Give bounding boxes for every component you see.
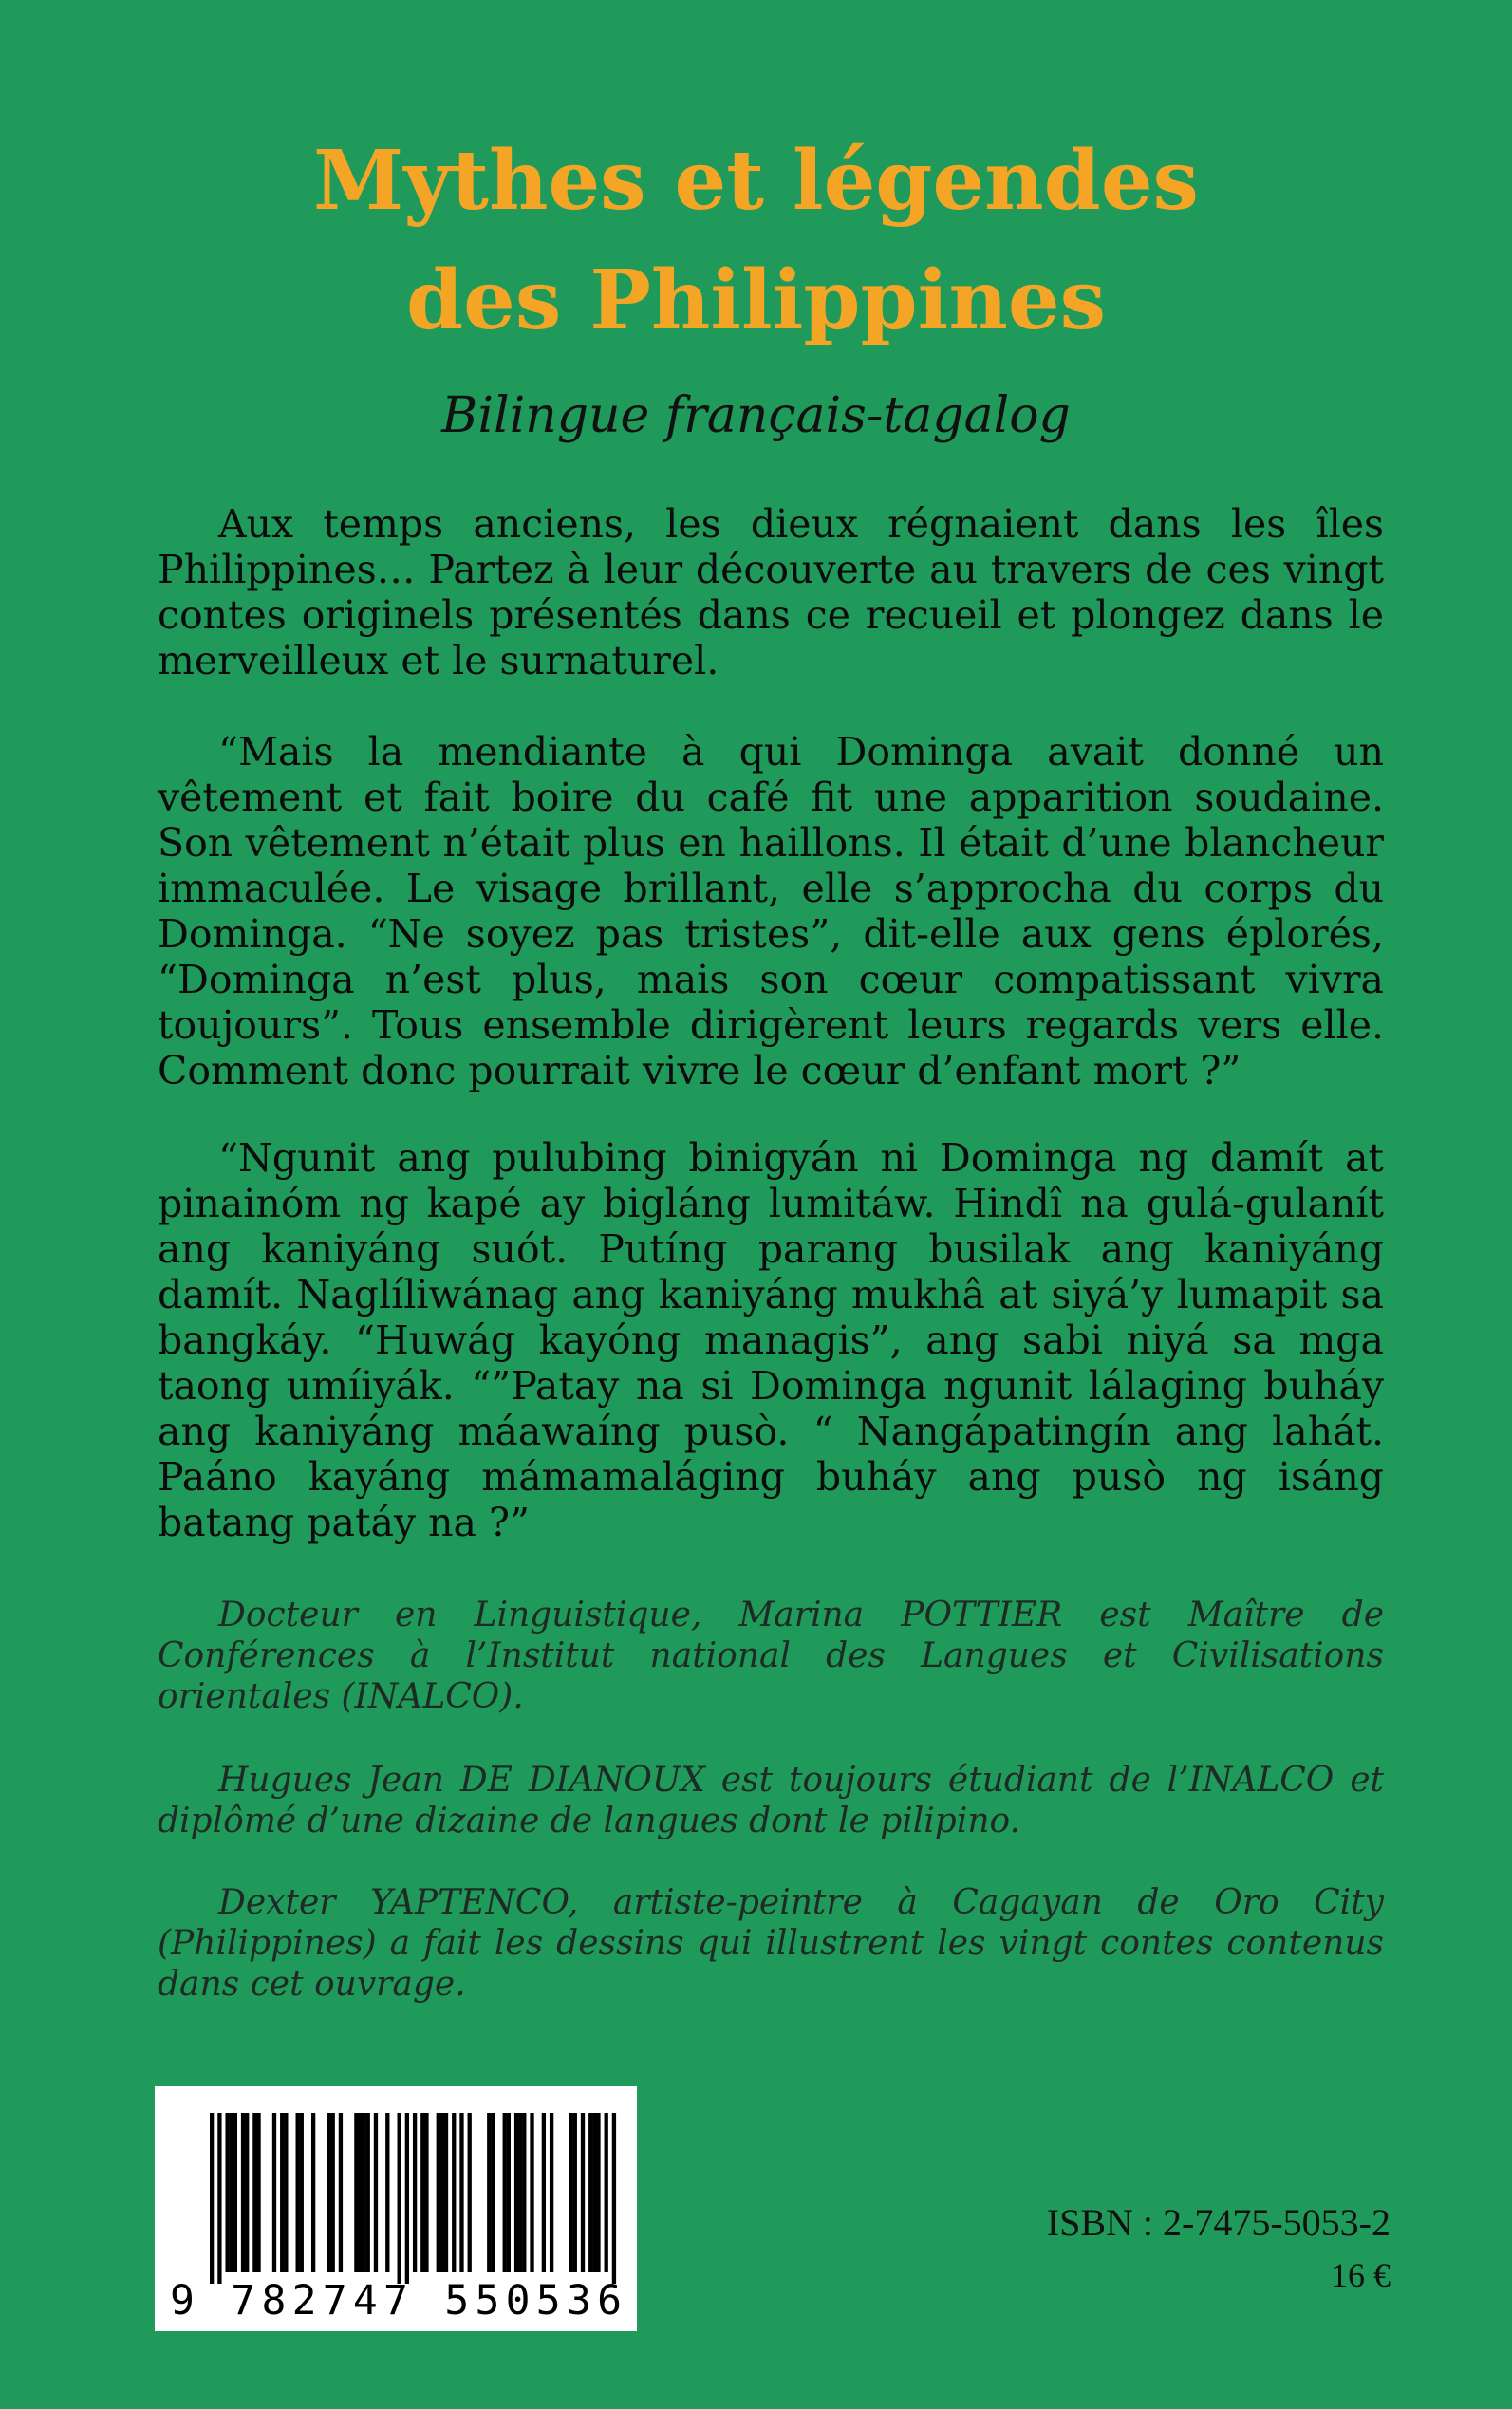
barcode-bar bbox=[339, 2113, 343, 2272]
barcode-bar bbox=[440, 2113, 444, 2272]
barcode-bar bbox=[518, 2113, 522, 2272]
barcode-bar bbox=[612, 2113, 616, 2284]
barcode-bar bbox=[217, 2113, 221, 2284]
barcode-bar bbox=[252, 2113, 256, 2272]
barcode-bar bbox=[272, 2113, 276, 2272]
barcode-bar bbox=[581, 2113, 585, 2272]
book-subtitle: Bilingue français-tagalog bbox=[441, 387, 1071, 444]
barcode-bar bbox=[296, 2113, 300, 2272]
barcode-bar bbox=[366, 2113, 370, 2272]
author-bio-hugues-de-dianoux: Hugues Jean DE DIANOUX est toujours étudiant de l’INALCO et diplômé d’une dizaine de langues dont le pilipino. bbox=[158, 1761, 1384, 1840]
barcode-bar bbox=[327, 2113, 330, 2272]
barcode-graphic bbox=[155, 2086, 637, 2331]
book-title-line-2: des Philippines bbox=[405, 252, 1106, 348]
barcode-bar bbox=[503, 2113, 507, 2272]
barcode-bar bbox=[444, 2113, 448, 2272]
isbn-number: ISBN : 2-7475-5053-2 bbox=[1046, 2201, 1391, 2244]
illustrator-bio-dexter-yaptenco: Dexter YAPTENCO, artiste-peintre à Cagayan de Oro City (Philippines) a fait les dessins qui illustrent les vingt contes contenus dans cet ouvrage. bbox=[158, 1883, 1384, 2004]
barcode-bar bbox=[569, 2113, 573, 2272]
barcode-bar bbox=[514, 2113, 518, 2272]
barcode-bar bbox=[354, 2113, 358, 2272]
author-bio-marina-pottier: Docteur en Linguistique, Marina POTTIER est Maître de Conférences à l’Institut national des Langues et Civilisations orientales (INALCO). bbox=[158, 1596, 1384, 1716]
blurb-intro-paragraph: Aux temps anciens, les dieux régnaient dans les îles Philippines… Partez à leur découverte au travers de ces vingt contes originels présentés dans ce recueil et plongez dans le merveilleux et le surnaturel. bbox=[158, 501, 1384, 683]
barcode-bar bbox=[507, 2113, 511, 2272]
book-title bbox=[0, 121, 1512, 361]
barcode-bar bbox=[362, 2113, 365, 2272]
barcode-bar bbox=[405, 2113, 409, 2284]
barcode-bar bbox=[459, 2113, 463, 2272]
barcode-bar bbox=[413, 2113, 417, 2272]
barcode-bar bbox=[300, 2113, 304, 2272]
barcode-bar bbox=[596, 2113, 600, 2272]
barcode-bar bbox=[225, 2113, 229, 2272]
barcode-bar bbox=[592, 2113, 596, 2272]
barcode-bar bbox=[210, 2113, 214, 2284]
barcode-bar bbox=[385, 2113, 389, 2272]
barcode-bar bbox=[424, 2113, 428, 2272]
barcode-bar bbox=[605, 2113, 608, 2272]
barcode-bar bbox=[550, 2113, 553, 2272]
barcode-bar bbox=[530, 2113, 533, 2272]
barcode-bar bbox=[420, 2113, 424, 2272]
barcode bbox=[155, 2086, 637, 2331]
barcode-bar bbox=[331, 2113, 335, 2272]
barcode-bar bbox=[233, 2113, 237, 2272]
barcode-bar bbox=[284, 2113, 288, 2272]
blurb-tagalog-excerpt: “Ngunit ang pulubing binigyán ni Dominga ng damít at pinainóm ng kapé ay bigláng lumitáw. Hindî na gulá-gulanít ang kaniyáng suót. Putíng parang busilak ang kaniyáng damít. Naglíliwánag ang kaniyáng mukhâ at siyá’y lumapit sa bangkáy. “Huwág kayóng managis”, ang sabi niyá sa mga taong umíiyák. “”Patay na si Dominga ngunit lálaging buháy ang kaniyáng máawaíng pusò. “ Nangápatingín ang lahát. Paáno kayáng mámamaláging buháy ang pusò ng isáng batang patáy na ?” bbox=[158, 1135, 1384, 1545]
barcode-bar bbox=[491, 2113, 495, 2272]
barcode-digits: 9 782747 550536 bbox=[170, 2277, 622, 2325]
barcode-bar bbox=[487, 2113, 491, 2272]
barcode-bar bbox=[588, 2113, 592, 2272]
barcode-bar bbox=[241, 2113, 245, 2272]
barcode-bar bbox=[358, 2113, 362, 2272]
barcode-bar bbox=[374, 2113, 378, 2272]
barcode-bar bbox=[522, 2113, 526, 2272]
blurb-french-excerpt: “Mais la mendiante à qui Dominga avait donné un vêtement et fait boire du café fit une apparition soudaine. Son vêtement n’était plus en haillons. Il était d’une blancheur immaculée. Le visage brillant, elle s’approcha du corps du Dominga. “Ne soyez pas tristes”, dit-elle aux gens éplorés, “Dominga n’est plus, mais son cœur compatissant vivra toujours”. Tous ensemble dirigèrent leurs regards vers elle. Comment donc pourrait vivre le cœur d’enfant mort ?” bbox=[158, 729, 1384, 1093]
barcode-bar bbox=[468, 2113, 472, 2272]
book-title-line-1: Mythes et légendes bbox=[313, 133, 1199, 229]
price-label: 16 € bbox=[1331, 2256, 1391, 2294]
barcode-bar bbox=[397, 2113, 401, 2284]
barcode-bar bbox=[452, 2113, 456, 2272]
barcode-bar bbox=[256, 2113, 260, 2272]
barcode-bar bbox=[437, 2113, 440, 2272]
barcode-bar bbox=[573, 2113, 577, 2272]
barcode-bar bbox=[311, 2113, 315, 2272]
barcode-bar bbox=[542, 2113, 546, 2272]
barcode-bar bbox=[280, 2113, 284, 2272]
barcode-bar bbox=[230, 2113, 233, 2272]
barcode-bar bbox=[245, 2113, 249, 2272]
